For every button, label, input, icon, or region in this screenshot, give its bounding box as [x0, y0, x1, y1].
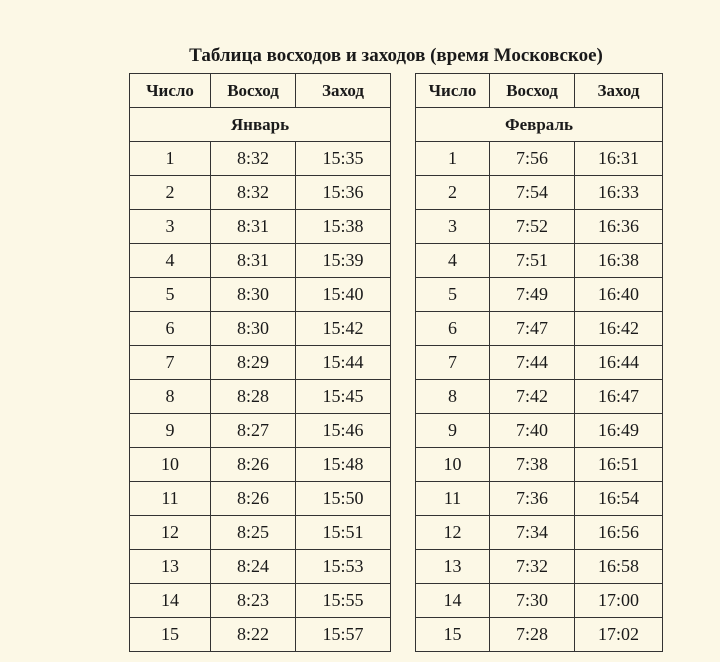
sunset-cell: 15:48 [296, 448, 391, 482]
header-row [130, 74, 391, 108]
table-row [416, 584, 663, 618]
day-cell: 1 [130, 142, 211, 176]
sunset-cell: 17:02 [575, 618, 663, 652]
sunrise-cell: 8:22 [211, 618, 296, 652]
sunset-cell: 15:45 [296, 380, 391, 414]
table-row [416, 380, 663, 414]
month-row [416, 108, 663, 142]
table-row [416, 346, 663, 380]
table-row [130, 142, 391, 176]
february-table [415, 73, 663, 652]
day-cell: 12 [130, 516, 211, 550]
sunset-cell: 16:38 [575, 244, 663, 278]
day-cell: 1 [416, 142, 490, 176]
sunset-cell: 15:50 [296, 482, 391, 516]
day-cell: 4 [416, 244, 490, 278]
sunset-cell: 15:40 [296, 278, 391, 312]
sunset-cell: 16:33 [575, 176, 663, 210]
table-row [130, 244, 391, 278]
sunrise-cell: 8:23 [211, 584, 296, 618]
day-cell: 12 [416, 516, 490, 550]
month-name: Январь [130, 108, 391, 142]
sunrise-header: Восход [211, 74, 296, 108]
sunset-cell: 15:55 [296, 584, 391, 618]
sunset-cell: 16:51 [575, 448, 663, 482]
day-header: Число [416, 74, 490, 108]
sunset-cell: 16:36 [575, 210, 663, 244]
day-cell: 11 [416, 482, 490, 516]
table-row [130, 414, 391, 448]
sunrise-cell: 8:24 [211, 550, 296, 584]
sunrise-cell: 8:28 [211, 380, 296, 414]
sunset-cell: 16:47 [575, 380, 663, 414]
table-row [130, 482, 391, 516]
sunset-cell: 15:46 [296, 414, 391, 448]
day-cell: 8 [416, 380, 490, 414]
sunset-cell: 16:44 [575, 346, 663, 380]
sunset-cell: 15:53 [296, 550, 391, 584]
table-row [130, 278, 391, 312]
sunset-header: Заход [296, 74, 391, 108]
sunset-cell: 15:39 [296, 244, 391, 278]
sunrise-cell: 7:38 [490, 448, 575, 482]
day-cell: 3 [130, 210, 211, 244]
table-row [416, 414, 663, 448]
sunset-header: Заход [575, 74, 663, 108]
sunrise-cell: 7:56 [490, 142, 575, 176]
sunrise-header: Восход [490, 74, 575, 108]
table-row [130, 380, 391, 414]
sunrise-cell: 7:32 [490, 550, 575, 584]
sunset-cell: 15:57 [296, 618, 391, 652]
sunrise-cell: 8:25 [211, 516, 296, 550]
table-row [416, 516, 663, 550]
sunrise-cell: 7:52 [490, 210, 575, 244]
sunset-cell: 16:58 [575, 550, 663, 584]
table-row [416, 550, 663, 584]
day-cell: 7 [416, 346, 490, 380]
sunrise-cell: 7:28 [490, 618, 575, 652]
sunrise-cell: 7:42 [490, 380, 575, 414]
sunrise-cell: 8:30 [211, 278, 296, 312]
table-row [130, 618, 391, 652]
sunrise-cell: 8:31 [211, 210, 296, 244]
day-cell: 4 [130, 244, 211, 278]
sunset-cell: 16:31 [575, 142, 663, 176]
sunrise-cell: 7:34 [490, 516, 575, 550]
sunset-cell: 16:49 [575, 414, 663, 448]
day-cell: 10 [416, 448, 490, 482]
table-row [416, 448, 663, 482]
day-cell: 2 [416, 176, 490, 210]
day-cell: 9 [416, 414, 490, 448]
table-row [416, 142, 663, 176]
day-cell: 5 [130, 278, 211, 312]
table-row [130, 448, 391, 482]
sunrise-cell: 7:47 [490, 312, 575, 346]
sunset-cell: 16:54 [575, 482, 663, 516]
sunrise-cell: 8:26 [211, 482, 296, 516]
day-cell: 15 [130, 618, 211, 652]
day-cell: 11 [130, 482, 211, 516]
day-cell: 14 [416, 584, 490, 618]
january-table [129, 73, 391, 652]
sunset-cell: 16:56 [575, 516, 663, 550]
sunset-cell: 16:40 [575, 278, 663, 312]
day-cell: 6 [130, 312, 211, 346]
sunset-cell: 15:51 [296, 516, 391, 550]
sunrise-cell: 7:51 [490, 244, 575, 278]
sunrise-cell: 8:32 [211, 142, 296, 176]
sunrise-cell: 7:30 [490, 584, 575, 618]
sunset-cell: 15:35 [296, 142, 391, 176]
sunrise-cell: 8:29 [211, 346, 296, 380]
sunrise-cell: 7:40 [490, 414, 575, 448]
table-row [130, 312, 391, 346]
day-cell: 13 [130, 550, 211, 584]
table-row [416, 312, 663, 346]
day-cell: 7 [130, 346, 211, 380]
day-cell: 13 [416, 550, 490, 584]
table-row [130, 550, 391, 584]
sunrise-cell: 7:49 [490, 278, 575, 312]
table-row [416, 618, 663, 652]
table-row [416, 482, 663, 516]
month-row [130, 108, 391, 142]
sunrise-cell: 7:44 [490, 346, 575, 380]
sunrise-cell: 8:26 [211, 448, 296, 482]
sunset-cell: 15:38 [296, 210, 391, 244]
table-row [130, 584, 391, 618]
table-row [416, 244, 663, 278]
day-cell: 3 [416, 210, 490, 244]
sunrise-cell: 8:32 [211, 176, 296, 210]
sunset-cell: 15:36 [296, 176, 391, 210]
table-row [416, 278, 663, 312]
table-row [416, 210, 663, 244]
table-row [130, 176, 391, 210]
day-cell: 6 [416, 312, 490, 346]
day-header: Число [130, 74, 211, 108]
sunset-cell: 15:42 [296, 312, 391, 346]
header-row [416, 74, 663, 108]
day-cell: 9 [130, 414, 211, 448]
day-cell: 2 [130, 176, 211, 210]
day-cell: 14 [130, 584, 211, 618]
day-cell: 10 [130, 448, 211, 482]
sunrise-cell: 8:31 [211, 244, 296, 278]
day-cell: 8 [130, 380, 211, 414]
month-name: Февраль [416, 108, 663, 142]
sunrise-cell: 8:30 [211, 312, 296, 346]
table-row [130, 516, 391, 550]
sunrise-cell: 7:36 [490, 482, 575, 516]
page-title: Таблица восходов и заходов (время Московское) [189, 45, 603, 66]
sunset-cell: 15:44 [296, 346, 391, 380]
day-cell: 5 [416, 278, 490, 312]
table-row [130, 210, 391, 244]
table-row [416, 176, 663, 210]
sunrise-cell: 8:27 [211, 414, 296, 448]
sunrise-cell: 7:54 [490, 176, 575, 210]
table-row [130, 346, 391, 380]
sunset-cell: 16:42 [575, 312, 663, 346]
sunset-cell: 17:00 [575, 584, 663, 618]
day-cell: 15 [416, 618, 490, 652]
